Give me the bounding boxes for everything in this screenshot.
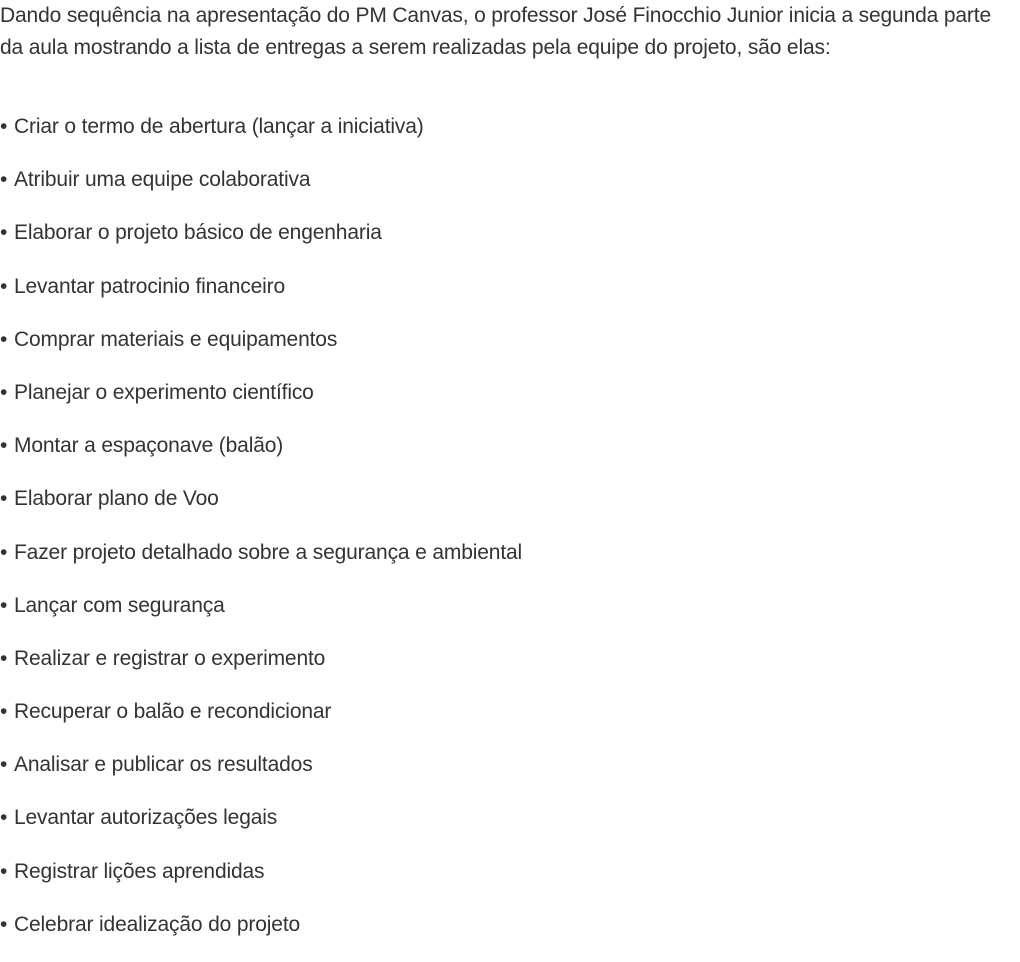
list-item-text: Realizar e registrar o experimento <box>14 646 326 670</box>
bullet-icon: • <box>0 274 8 298</box>
list-item <box>0 696 1012 728</box>
list-item <box>0 802 1012 834</box>
list-item <box>0 377 1012 409</box>
list-item-text: Registrar lições aprendidas <box>14 859 265 883</box>
list-item-text: Planejar o experimento científico <box>14 380 314 404</box>
bullet-icon: • <box>0 168 8 192</box>
list-item-text: Celebrar idealização do projeto <box>14 912 301 936</box>
bullet-icon: • <box>0 434 8 458</box>
list-item <box>0 324 1012 356</box>
list-item-text: Analisar e publicar os resultados <box>14 753 313 777</box>
bullet-icon: • <box>0 327 8 351</box>
bullet-icon: • <box>0 700 8 724</box>
list-item-text: Criar o termo de abertura (lançar a iniciativa) <box>14 115 424 138</box>
list-item-text: Atribuir uma equipe colaborativa <box>14 168 311 192</box>
list-item-text: Comprar materiais e equipamentos <box>14 327 338 351</box>
list-item <box>0 643 1012 675</box>
list-item <box>0 909 1012 941</box>
intro-paragraph: Dando sequência na apresentação do PM Canvas, o professor José Finocchio Junior inicia a segunda parte da aula mostrando a lista de entregas a serem realizadas pela equipe do projeto, são elas: <box>0 4 991 59</box>
bullet-icon: • <box>0 540 8 564</box>
list-item <box>0 111 1012 143</box>
list-item <box>0 749 1012 781</box>
bullet-icon: • <box>0 753 8 777</box>
bullet-icon: • <box>0 912 8 936</box>
list-item-text: Elaborar o projeto básico de engenharia <box>14 221 382 245</box>
list-item <box>0 164 1012 196</box>
list-item <box>0 217 1012 249</box>
list-item-text: Montar a espaçonave (balão) <box>14 434 284 458</box>
list-item <box>0 856 1012 888</box>
list-item-text: Recuperar o balão e recondicionar <box>14 700 332 724</box>
list-item <box>0 430 1012 462</box>
list-item <box>0 537 1012 569</box>
list-item-text: Fazer projeto detalhado sobre a segurança e ambiental <box>14 540 523 564</box>
bullet-icon: • <box>0 221 8 245</box>
bullet-icon: • <box>0 115 8 138</box>
list-item-text: Lançar com segurança <box>14 593 225 617</box>
bullet-icon: • <box>0 859 8 883</box>
list-item <box>0 483 1012 515</box>
bullet-icon: • <box>0 646 8 670</box>
list-item-text: Levantar autorizações legais <box>14 806 278 830</box>
list-item <box>0 590 1012 622</box>
list-item-text: Elaborar plano de Voo <box>14 487 219 511</box>
list-item <box>0 271 1012 303</box>
bullet-icon: • <box>0 593 8 617</box>
deliverables-list <box>0 111 1012 962</box>
list-item-text: Levantar patrocinio financeiro <box>14 274 286 298</box>
bullet-icon: • <box>0 487 8 511</box>
bullet-icon: • <box>0 380 8 404</box>
bullet-icon: • <box>0 806 8 830</box>
